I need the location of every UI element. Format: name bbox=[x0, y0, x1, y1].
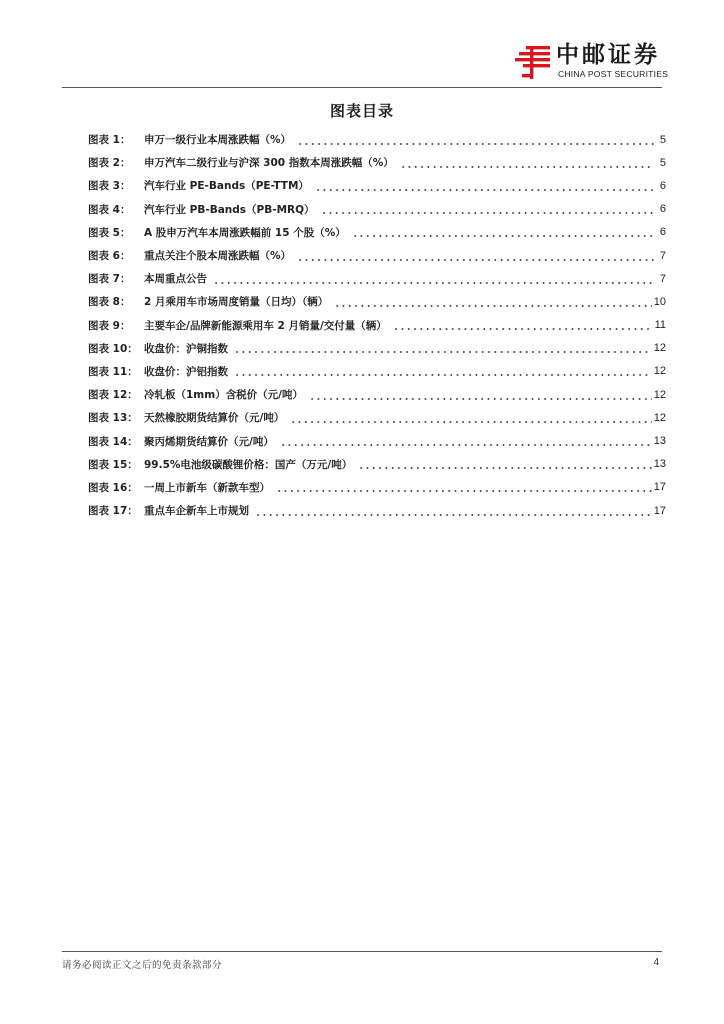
toc-entry-title: 聚丙烯期货结算价（元/吨） bbox=[144, 435, 274, 448]
toc-entry-title: 收盘价：沪铝指数 bbox=[144, 365, 228, 378]
toc-entry-page: 6 bbox=[659, 179, 666, 192]
toc-entry-page: 7 bbox=[659, 272, 666, 285]
toc-entry[interactable] bbox=[88, 244, 666, 267]
toc-entry-label: 图表 2： bbox=[88, 157, 131, 170]
toc-entry-page: 6 bbox=[659, 203, 666, 216]
toc-entry[interactable] bbox=[88, 174, 666, 197]
toc-entry[interactable] bbox=[88, 267, 666, 290]
toc-entry-title: 本周重点公告 bbox=[144, 273, 207, 286]
header-divider bbox=[62, 87, 662, 88]
toc-dot-leader bbox=[213, 274, 654, 284]
toc-entry-page: 12 bbox=[653, 411, 666, 424]
toc-entry-label: 图表 6： bbox=[88, 250, 131, 263]
toc-entry-label: 图表 11： bbox=[88, 365, 138, 378]
toc-entry-page: 13 bbox=[653, 458, 666, 471]
toc-dot-leader bbox=[297, 251, 654, 261]
toc-entry-label: 图表 8： bbox=[88, 296, 131, 309]
toc-dot-leader bbox=[234, 343, 652, 353]
toc-dot-leader bbox=[255, 506, 652, 516]
toc-entry-title: 重点车企新车上市规划 bbox=[144, 505, 249, 518]
toc-entry-title: 申万汽车二级行业与沪深 300 指数本周涨跌幅（%） bbox=[144, 157, 394, 170]
toc-entry-page: 13 bbox=[653, 435, 666, 448]
toc-entry-page: 17 bbox=[653, 481, 666, 494]
toc-entry-page: 17 bbox=[653, 504, 666, 517]
toc-dot-leader bbox=[309, 390, 652, 400]
toc-entry[interactable] bbox=[88, 290, 666, 313]
toc-entry-title: 99.5%电池级碳酸锂价格：国产（万元/吨） bbox=[144, 458, 353, 471]
toc-entry-label: 图表 1： bbox=[88, 134, 131, 147]
toc-entry-title: A 股申万汽车本周涨跌幅前 15 个股（%） bbox=[144, 226, 346, 239]
toc-entry-title: 主要车企/品牌新能源乘用车 2 月销量/交付量（辆） bbox=[144, 319, 387, 332]
toc-dot-leader bbox=[321, 204, 654, 214]
toc-dot-leader bbox=[234, 366, 652, 376]
toc-entry-title: 2 月乘用车市场周度销量（日均）（辆） bbox=[144, 296, 329, 309]
toc-entry-page: 5 bbox=[659, 133, 666, 146]
page-number: 4 bbox=[653, 957, 659, 968]
toc-entry-label: 图表 5： bbox=[88, 226, 131, 239]
toc-entry[interactable] bbox=[88, 128, 666, 151]
toc-entry[interactable] bbox=[88, 360, 666, 383]
toc-dot-leader bbox=[393, 320, 653, 330]
toc-dot-leader bbox=[352, 227, 654, 237]
toc-entry[interactable] bbox=[88, 314, 666, 337]
toc-entry-page: 10 bbox=[653, 295, 666, 308]
toc-entry[interactable] bbox=[88, 499, 666, 522]
toc-entry[interactable] bbox=[88, 151, 666, 174]
toc-dot-leader bbox=[315, 181, 654, 191]
toc-entry[interactable] bbox=[88, 453, 666, 476]
toc-entry[interactable] bbox=[88, 476, 666, 499]
china-post-logo-icon bbox=[513, 42, 553, 82]
company-logo bbox=[513, 42, 669, 82]
toc-entry-label: 图表 7： bbox=[88, 273, 131, 286]
toc-title: 图表目录 bbox=[329, 102, 394, 120]
toc-entry-label: 图表 15： bbox=[88, 458, 138, 471]
toc-entry-title: 汽车行业 PE-Bands（PE-TTM） bbox=[144, 180, 309, 193]
toc-entry-label: 图表 17： bbox=[88, 505, 138, 518]
toc-dot-leader bbox=[358, 459, 651, 469]
toc-entry-label: 图表 14： bbox=[88, 435, 138, 448]
toc-entry-title: 收盘价：沪铜指数 bbox=[144, 342, 228, 355]
toc-entry[interactable] bbox=[88, 429, 666, 452]
toc-entry[interactable] bbox=[88, 198, 666, 221]
toc-entry[interactable] bbox=[88, 337, 666, 360]
toc-entry-label: 图表 12： bbox=[88, 389, 138, 402]
toc-entry-label: 图表 3： bbox=[88, 180, 131, 193]
table-of-figures bbox=[88, 128, 666, 522]
toc-entry-title: 冷轧板（1mm）含税价（元/吨） bbox=[144, 389, 304, 402]
toc-entry-page: 7 bbox=[659, 249, 666, 262]
toc-entry-page: 12 bbox=[653, 365, 666, 378]
toc-entry-title: 一周上市新车（新款车型） bbox=[144, 481, 270, 494]
toc-dot-leader bbox=[280, 436, 652, 446]
toc-entry[interactable] bbox=[88, 406, 666, 429]
toc-entry-label: 图表 16： bbox=[88, 481, 138, 494]
toc-dot-leader bbox=[276, 482, 652, 492]
toc-entry[interactable] bbox=[88, 383, 666, 406]
toc-entry-page: 5 bbox=[659, 156, 666, 169]
toc-entry[interactable] bbox=[88, 221, 666, 244]
toc-entry-label: 图表 9： bbox=[88, 319, 131, 332]
toc-entry-label: 图表 10： bbox=[88, 342, 138, 355]
logo-chinese-text: 中邮证券 bbox=[556, 42, 660, 68]
toc-entry-label: 图表 4： bbox=[88, 203, 131, 216]
toc-entry-page: 6 bbox=[659, 226, 666, 239]
toc-entry-page: 12 bbox=[653, 388, 666, 401]
toc-dot-leader bbox=[290, 413, 651, 423]
logo-english-text: CHINA POST SECURITIES bbox=[558, 69, 669, 79]
toc-entry-title: 汽车行业 PB-Bands（PB-MRQ） bbox=[144, 203, 315, 216]
toc-entry-page: 12 bbox=[653, 342, 666, 355]
toc-entry-page: 11 bbox=[654, 319, 666, 332]
footer-disclaimer: 请务必阅读正文之后的免责条款部分 bbox=[62, 960, 223, 971]
toc-entry-label: 图表 13： bbox=[88, 412, 138, 425]
toc-entry-title: 天然橡胶期货结算价（元/吨） bbox=[144, 412, 285, 425]
toc-entry-title: 申万一级行业本周涨跌幅（%） bbox=[144, 134, 292, 147]
toc-dot-leader bbox=[297, 135, 654, 145]
toc-entry-title: 重点关注个股本周涨跌幅（%） bbox=[144, 250, 292, 263]
footer-divider bbox=[62, 951, 662, 952]
toc-dot-leader bbox=[400, 158, 654, 168]
toc-dot-leader bbox=[334, 297, 652, 307]
